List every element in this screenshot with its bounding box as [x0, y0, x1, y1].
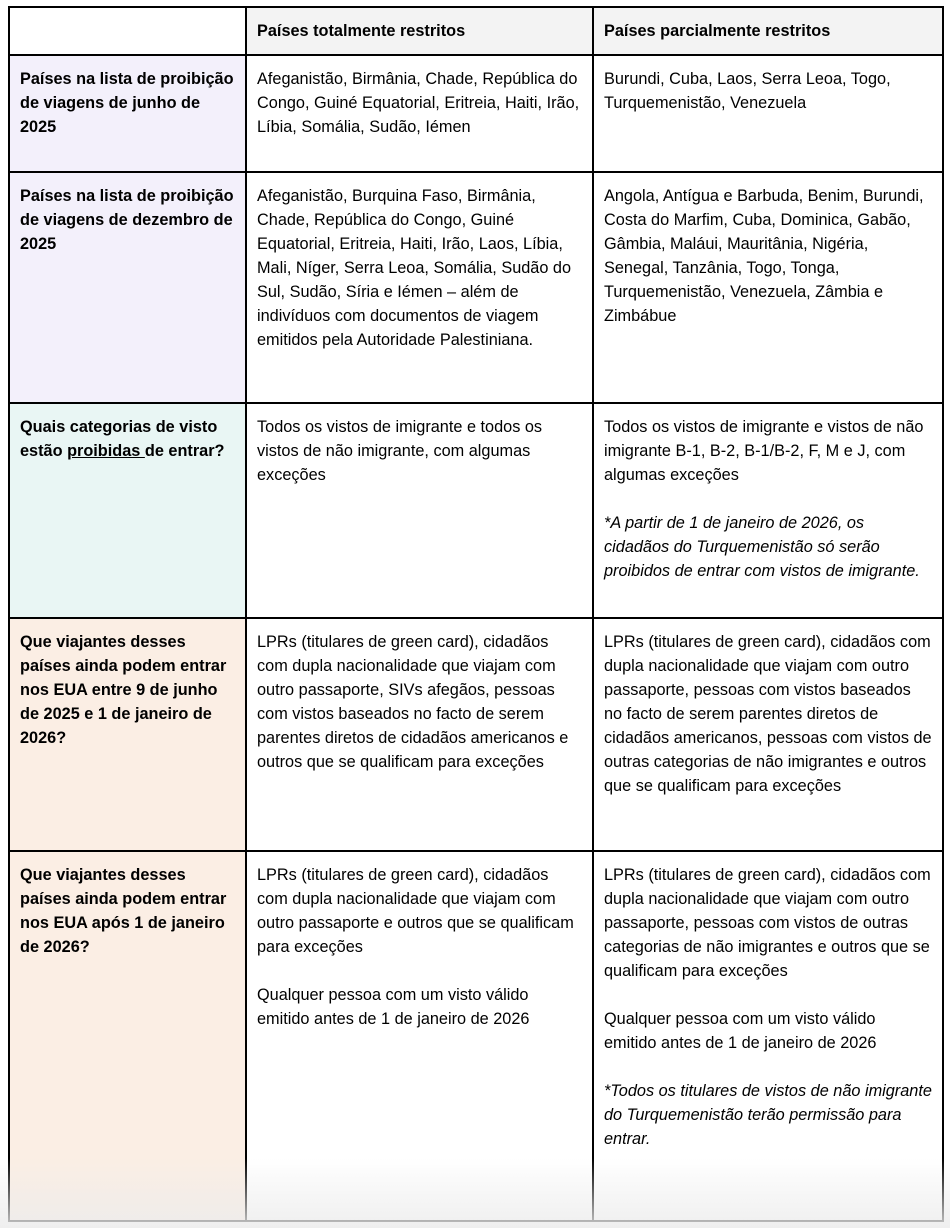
cell-text: Todos os vistos de imigrante e todos os vistos de não imigrante, com algumas exceções — [257, 418, 543, 484]
cell-december-2025-fully: Afeganistão, Burquina Faso, Birmânia, Chade, República do Congo, Guiné Equatorial, Eritreia, Haiti, Irão, Laos, Líbia, Mali, Níger, Serra Leoa, Somália, Sudão do Sul, Sudão, Síria e Iémen – além de indivíduos com documentos de viagem emitidos pela Autoridade Palestiniana. — [246, 172, 593, 403]
header-partially-restricted: Países parcialmente restritos — [593, 7, 943, 55]
cell-december-2025-partially: Angola, Antígua e Barbuda, Benim, Burundi, Costa do Marfim, Cuba, Dominica, Gabão, Gâmbia, Maláui, Mauritânia, Nigéria, Senegal, Tanzânia, Togo, Tonga, Turquemenistão, Venezuela, Zâmbia e Zimbábue — [593, 172, 943, 403]
cell-visa-categories-fully — [246, 403, 593, 618]
cell-june-2025-partially: Burundi, Cuba, Laos, Serra Leoa, Togo, Turquemenistão, Venezuela — [593, 55, 943, 172]
row-label-visa-categories — [9, 403, 246, 618]
header-row — [9, 7, 943, 55]
row-label-part: Quais categorias de visto estão — [20, 418, 218, 460]
header-corner-cell — [9, 7, 246, 55]
table-row-travelers-june-to-january — [9, 618, 943, 851]
table-row-december-2025-list — [9, 172, 943, 403]
cell-text: Todos os vistos de imigrante e vistos de não imigrante B-1, B-2, B-1/B-2, F, M e J, com algumas exceções — [604, 418, 924, 484]
cell-text-extra: Qualquer pessoa com um visto válido emitido antes de 1 de janeiro de 2026 — [604, 1010, 877, 1052]
row-label-travelers-after-2026: Que viajantes desses países ainda podem entrar nos EUA após 1 de janeiro de 2026? — [9, 851, 246, 1221]
cell-visa-categories-partially — [593, 403, 943, 618]
cell-text-extra: Qualquer pessoa com um visto válido emitido antes de 1 de janeiro de 2026 — [257, 986, 530, 1028]
row-label-part: de entrar? — [144, 442, 225, 460]
cell-travelers-interim-partially: LPRs (titulares de green card), cidadãos com dupla nacionalidade que viajam com outro passaporte, pessoas com vistos baseados no facto de serem parentes diretos de cidadãos americanos, pessoas com vistos de outras categorias de não imigrantes e outros que se qualificam para exceções — [593, 618, 943, 851]
cell-travelers-after-2026-fully — [246, 851, 593, 1221]
table-row-travelers-after-january-2026 — [9, 851, 943, 1221]
cell-travelers-interim-fully: LPRs (titulares de green card), cidadãos com dupla nacionalidade que viajam com outro passaporte, SIVs afegãos, pessoas com vistos baseados no facto de serem parentes diretos de cidadãos americanos e outros que se qualificam para exceções — [246, 618, 593, 851]
table-row-june-2025-list — [9, 55, 943, 172]
cell-text: LPRs (titulares de green card), cidadãos com dupla nacionalidade que viajam com outro passaporte e outros que se qualificam para exceções — [257, 866, 574, 956]
row-label-june-2025: Países na lista de proibição de viagens de junho de 2025 — [9, 55, 246, 172]
cell-travelers-after-2026-partially — [593, 851, 943, 1221]
row-label-december-2025: Países na lista de proibição de viagens de dezembro de 2025 — [9, 172, 246, 403]
row-label-travelers-interim: Que viajantes desses países ainda podem entrar nos EUA entre 9 de junho de 2025 e 1 de janeiro de 2026? — [9, 618, 246, 851]
turkmenistan-note: *A partir de 1 de janeiro de 2026, os cidadãos do Turquemenistão só serão proibidos de entrar com vistos de imigrante. — [604, 514, 920, 580]
row-label-underlined-word: proibidas — [67, 442, 145, 460]
turkmenistan-note: *Todos os titulares de vistos de não imigrante do Turquemenistão terão permissão para entrar. — [604, 1082, 932, 1148]
travel-ban-comparison-table — [8, 6, 944, 1222]
cell-text: LPRs (titulares de green card), cidadãos com dupla nacionalidade que viajam com outro passaporte, pessoas com vistos de outras categorias de não imigrantes e outros que se qualificam para exceções — [604, 866, 931, 980]
cell-june-2025-fully: Afeganistão, Birmânia, Chade, República do Congo, Guiné Equatorial, Eritreia, Haiti, Irão, Líbia, Somália, Sudão, Iémen — [246, 55, 593, 172]
table-row-banned-visa-categories — [9, 403, 943, 618]
header-fully-restricted: Países totalmente restritos — [246, 7, 593, 55]
